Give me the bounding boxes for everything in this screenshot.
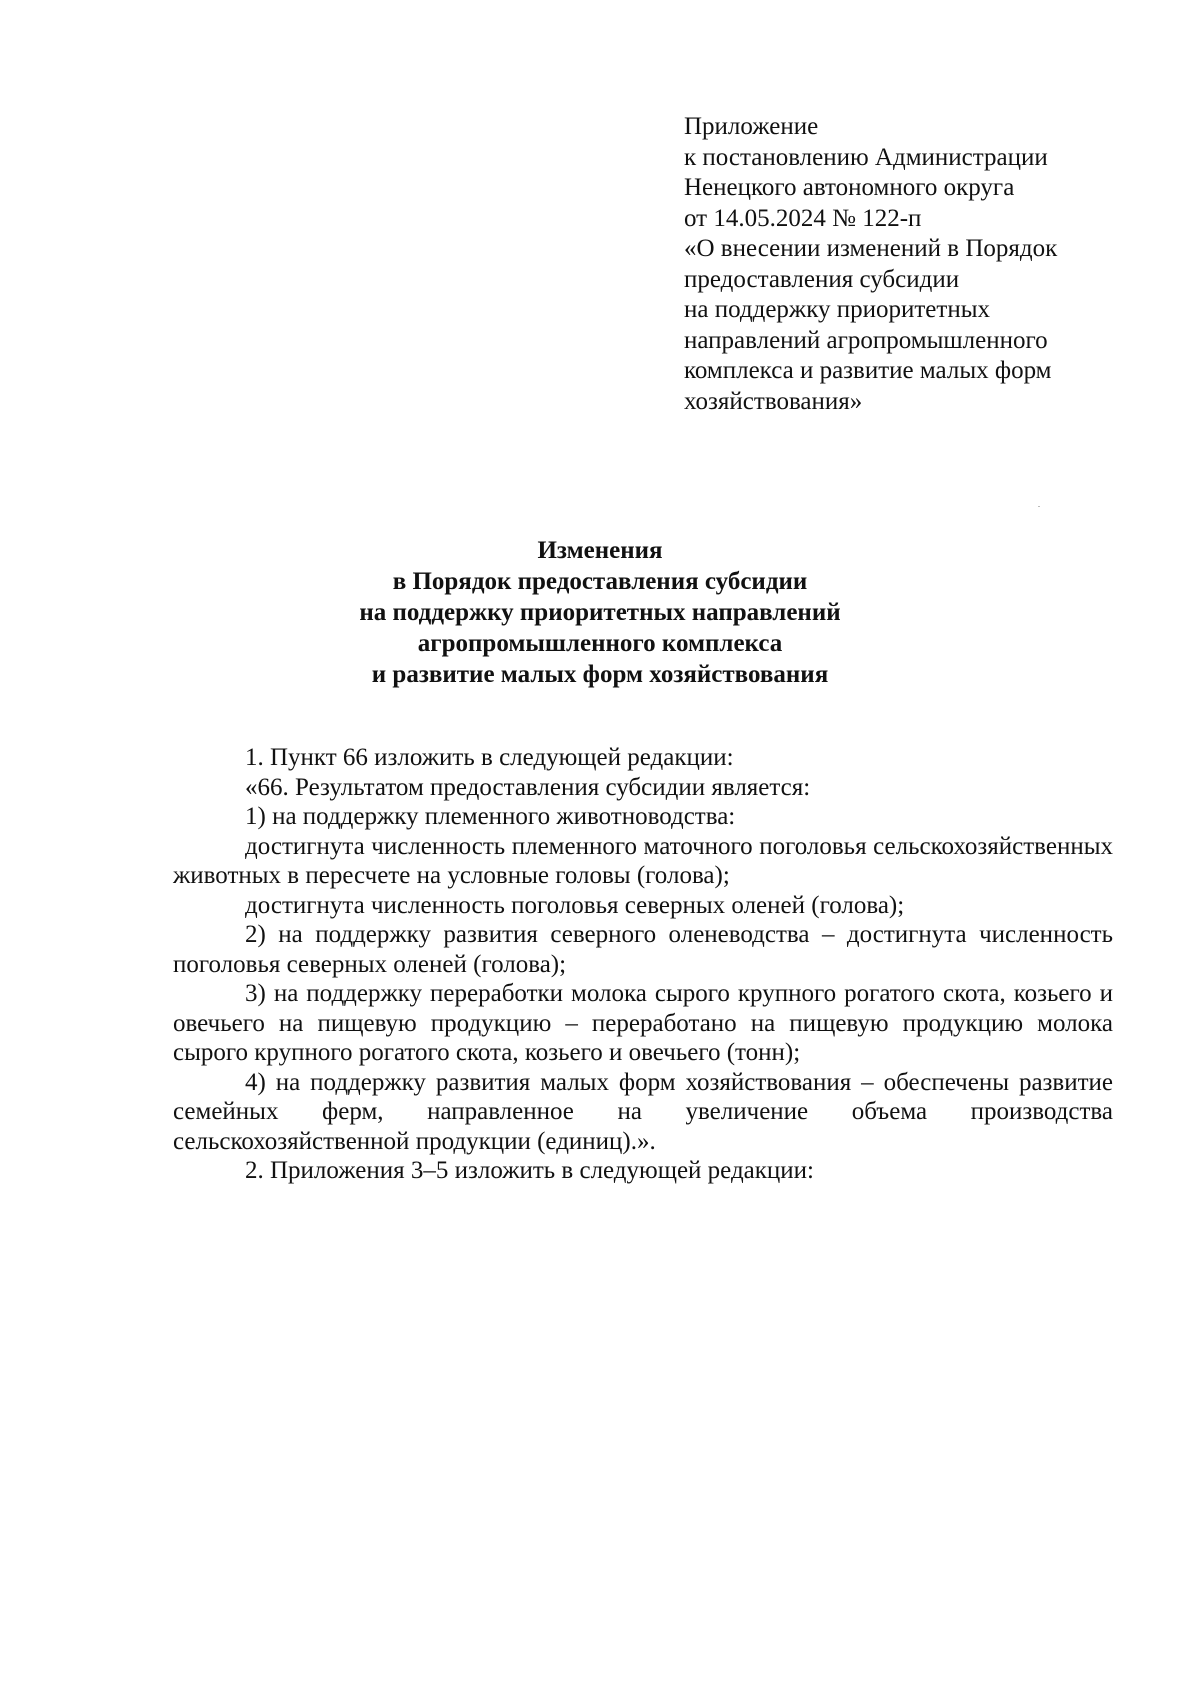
title-line: Изменения — [537, 537, 663, 564]
appendix-line: Приложение — [684, 113, 819, 140]
body-paragraph: 4) на поддержку развития малых форм хозяйствования – обеспечены развитие семейных ферм, направленное на увеличение объема производства — [173, 1068, 1113, 1125]
body-paragraph: достигнута численность племенного маточного поголовья сельскохозяйственных животных в пересчете на условные головы (голова); — [173, 832, 1113, 889]
title-line: в Порядок предоставления субсидии — [392, 568, 808, 595]
body-paragraph: 2) на поддержку развития северного оленеводства – достигнута численность поголовья северных оленей (голова); — [173, 921, 1113, 978]
body-paragraph-continuation: сельскохозяйственной продукции (единиц).». — [173, 1127, 656, 1155]
body-paragraph: 2. Приложения 3–5 изложить в следующей редакции: — [245, 1157, 814, 1184]
body-paragraph: 3) на поддержку переработки молока сырого крупного рогатого скота, козьего и овечьего на пищевую продукцию – переработано на пищевую продукцию молока сырого крупного рогатого скота, козьего и овечьего (тонн); — [173, 980, 1113, 1066]
document-body — [173, 743, 1113, 1186]
appendix-header — [684, 112, 1164, 417]
title-line: агропромышленного комплекса — [417, 630, 783, 657]
appendix-line: «О внесении изменений в Порядок — [684, 235, 1058, 262]
appendix-line: на поддержку приоритетных — [684, 296, 990, 323]
scan-speck — [1038, 506, 1040, 507]
appendix-line: направлений агропромышленного — [684, 326, 1048, 354]
body-paragraph: достигнута численность поголовья северных оленей (голова); — [245, 891, 905, 919]
appendix-line: от 14.05.2024 № 122-п — [684, 204, 922, 232]
appendix-line: хозяйствования» — [684, 387, 863, 415]
appendix-line: комплекса и развитие малых форм — [684, 357, 1052, 384]
body-paragraph: 1. Пункт 66 изложить в следующей редакции: — [245, 744, 734, 771]
appendix-line: предоставления субсидии — [684, 265, 960, 293]
title-line: на поддержку приоритетных направлений — [359, 599, 841, 626]
document-title — [150, 535, 1050, 690]
body-paragraph: 1) на поддержку племенного животноводства: — [245, 803, 736, 830]
title-line: и развитие малых форм хозяйствования — [371, 661, 829, 688]
body-paragraph: «66. Результатом предоставления субсидии является: — [245, 773, 811, 801]
appendix-line: к постановлению Администрации — [684, 143, 1048, 171]
appendix-line: Ненецкого автономного округа — [684, 174, 1015, 201]
